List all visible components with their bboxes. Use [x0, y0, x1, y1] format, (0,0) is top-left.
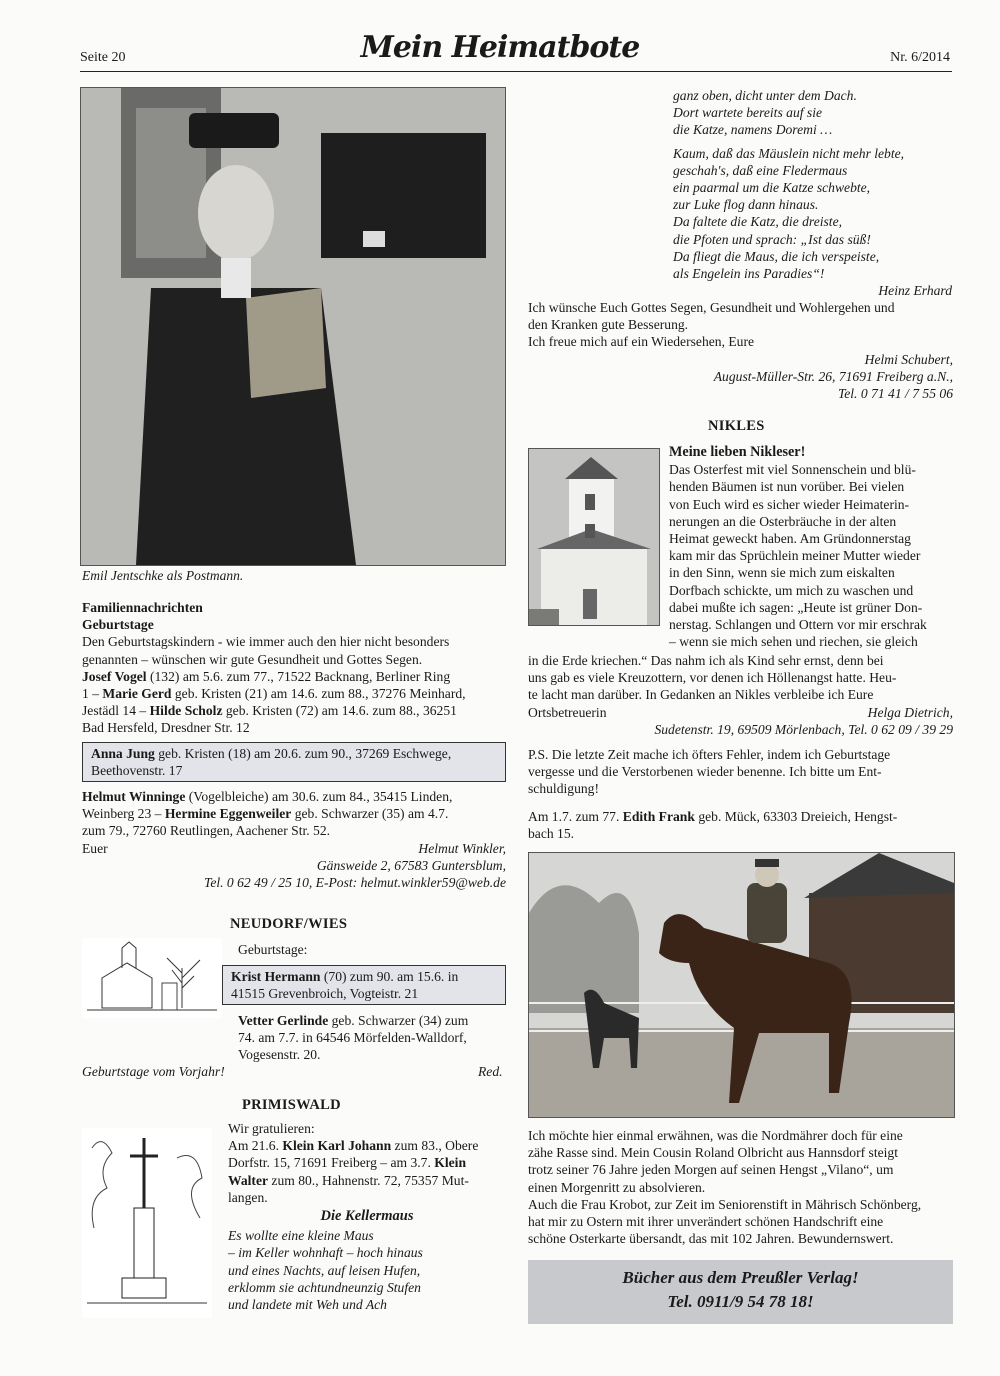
poem-line: und eines Nachts, auf leisen Hufen, [228, 1262, 421, 1278]
wayside-cross-image [82, 1128, 212, 1318]
primiswald-text: Wir gratulieren: Am 21.6. Klein Karl Johann zum 83., Obere Dorfstr. 15, 71691 Freiberg – am 3.7. Klein Walter zum 80., Hahnenstr. 72, 75357 Mut- langen. Die Kellermaus Es wollte eine kleine Maus – im Keller wohnhaft – hoch hinaus und eines Nachts, auf leisen Hufen, erklomm sie achtundneunzig Stufen und landete mit Weh und Ach [228, 1120, 506, 1313]
vetter-entry: Vetter Gerlinde geb. Schwarzer (34) zum 74. am 7.7. in 64546 Mörfelden-Walldorf, Vogesenstr. 20. [238, 1013, 469, 1063]
helmi-address: August-Müller-Str. 26, 71691 Freiberg a.N., [713, 368, 953, 384]
birthday-line: zum 79., 72760 Reutlingen, Aachener Str. 52. [82, 823, 331, 839]
birthday-line: Weinberg 23 – Hermine Eggenweiler geb. Schwarzer (35) am 4.7. [82, 806, 449, 822]
birthday-intro: Den Geburtstagskindern - wie immer auch den hier nicht besonders genannten – wünschen wir gute Gesundheit und Gottes Segen. [82, 634, 450, 667]
section-primiswald: PRIMISWALD [242, 1097, 341, 1113]
helga-signature: Helga Dietrich, [867, 704, 953, 720]
red-signoff: Red. [478, 1064, 503, 1079]
nikles-letter-cont: in die Erde kriechen.“ Das nahm ich als Kind sehr ernst, denn bei uns gab es viele Kreuzottern, vor denen ich Höllenangst hatte. Heu- te lacht man darüber. In Gedanken an Nikles verbleibe ich Eure Ortsbetreuerin Helga Dietrich, Sudetenstr. 19, 69509 Mörlenbach, Tel. 0 62 09 / 39 29 [528, 653, 953, 737]
horse-story: Ich möchte hier einmal erwähnen, was die Nordmährer doch für eine zähe Rasse sind. Mein Cousin Roland Olbricht aus Hannsdorf steigt trotz seiner 76 Jahre jeden Morgen auf seinen Hengst „Vilano“, um einen Morgenritt zu absolvieren. Auch die Frau Krobot, zur Zeit im Seniorenstift in Mährisch Schönberg, hat mir zu Ostern mit ihrer unverändert schönen Handschrift eine schöne Osterkarte übersandt, das mit 102 Jahren. Bewundernswert. [528, 1128, 922, 1247]
helmi-signature: Helmi Schubert, [864, 351, 953, 367]
masthead-title: Mein Heimatbote [360, 30, 640, 65]
edith-birthday: Am 1.7. zum 77. Edith Frank geb. Mück, 63303 Dreieich, Hengst- bach 15. [528, 809, 898, 842]
signoff-euer: Euer [82, 840, 108, 856]
church-sketch-image [82, 938, 222, 1018]
horse-rider-image [529, 853, 954, 1117]
poem-line: Es wollte eine kleine Maus [228, 1228, 374, 1244]
previous-year-note: Geburtstage vom Vorjahr! [82, 1064, 225, 1079]
birthday-line: Helmut Winninge (Vogelbleiche) am 30.6. zum 84., 35415 Linden, [82, 789, 453, 804]
helmi-wishes: Ich wünsche Euch Gottes Segen, Gesundheit und Wohlergehen und den Kranken gute Besserung. Ich freue mich auf ein Wiedersehen, Eure Helmi Schubert, August-Müller-Str. 26, 71691 Freiberg a.N., Tel. 0 71 41 / 7 55 06 [528, 300, 953, 402]
horse-rider-photo [528, 852, 955, 1118]
neudorf-birthdays-label: Geburtstage: [238, 942, 308, 957]
birthday-box-anna: Anna Jung geb. Kristen (18) am 20.6. zum 90., 37269 Eschwege, Beethovenstr. 17 [82, 742, 506, 782]
poem-line: und landete mit Weh und Ach [228, 1297, 387, 1313]
helmi-phone: Tel. 0 71 41 / 7 55 06 [837, 386, 953, 402]
left-column-text [82, 599, 506, 737]
church-sketch [82, 938, 222, 1018]
publisher-ad-title: Bücher aus dem Preußler Verlag! [622, 1268, 859, 1287]
poem-continuation: ganz oben, dicht unter dem Dach. Dort wartete bereits auf sie die Katze, namens Doremi … Kaum, daß das Mäuslein nicht mehr lebte, geschah's, daß eine Fledermaus ein paarmal um die Katze schwebte, zur Luke flog dann hinaus. Da faltete die Katz, die dreiste, die Pfoten und sprach: „Ist das süß! Da fliegt die Maus, die ich verspeiste, als Engelein ins Paradies“! [673, 88, 905, 282]
postman-photo-image [81, 88, 505, 565]
birthday-line: Josef Vogel (132) am 5.6. zum 77., 71522 Backnang, Berliner Ring [82, 668, 451, 684]
family-news-heading: Familiennachrichten [82, 600, 203, 615]
church-photo-image [529, 449, 659, 625]
wayside-cross-sketch [82, 1128, 212, 1318]
left-column-text-2 [82, 788, 506, 891]
kellermaus-title: Die Kellermaus [320, 1208, 414, 1225]
church-photo [528, 448, 660, 626]
birthday-line: Bad Hersfeld, Dresdner Str. 12 [82, 720, 250, 736]
photo-caption: Emil Jentschke als Postmann. [82, 568, 244, 583]
poem-author: Heinz Erhard [878, 283, 952, 298]
nikles-greeting: Meine lieben Nikleser! [669, 444, 806, 460]
birthday-line: 1 – Marie Gerd geb. Kristen (21) am 14.6. zum 88., 37276 Meinhard, [82, 686, 466, 702]
birthday-line: Jestädl 14 – Hilde Scholz geb. Kristen (72) am 14.6. zum 88., 36251 [82, 703, 457, 719]
helga-address: Sudetenstr. 19, 69509 Mörlenbach, Tel. 0 62 09 / 39 29 [654, 721, 953, 737]
publisher-ad [528, 1260, 953, 1324]
issue-number: Nr. 6/2014 [890, 50, 950, 65]
signature-contact: Tel. 0 62 49 / 25 10, E-Post: helmut.winkler59@web.de [204, 875, 506, 891]
poem-line: erklomm sie achtundneunzig Stufen [228, 1279, 421, 1295]
signature-name: Helmut Winkler, [418, 840, 506, 856]
header-rule [80, 71, 952, 72]
signature-address: Gänsweide 2, 67583 Guntersblum, [316, 858, 506, 874]
birthdays-heading: Geburtstage [82, 617, 154, 633]
publisher-ad-phone: Tel. 0911/9 54 78 18! [667, 1292, 814, 1311]
section-neudorf-wies: NEUDORF/WIES [230, 916, 348, 932]
birthday-box-krist: Krist Hermann (70) zum 90. am 15.6. in 41515 Grevenbroich, Vogteistr. 21 [222, 965, 506, 1005]
section-nikles: NIKLES [708, 418, 765, 434]
page-number: Seite 20 [80, 50, 126, 65]
nikles-letter: Meine lieben Nikleser! Das Osterfest mit viel Sonnenschein und blü- henden Bäumen ist nun vorüber. Bei vielen von Euch wird es sicher wieder Heimaterin- nerungen an die Osterbräuche in der alten Heimat geweckt haben. Am Gründonnerstag kam mir das Sprüchlein meiner Mutter wieder in den Sinn, wenn sie mich zum eiskalten Dorfbach schickte, um mich zu waschen und dabei mußte ich sagen: „Heute ist grüner Don- nerstag. Schlangen und Ottern vor mir erschrak – wenn sie mich sehen und riechen, sie gleich [669, 444, 953, 650]
poem-line: – im Keller wohnhaft – hoch hinaus [228, 1245, 423, 1261]
postman-photo [80, 87, 506, 566]
ps-note: P.S. Die letzte Zeit mache ich öfters Fehler, indem ich Geburtstage vergesse und die Verstorbenen wieder benenne. Ich bitte um Ent- schuldigung! [528, 747, 891, 797]
